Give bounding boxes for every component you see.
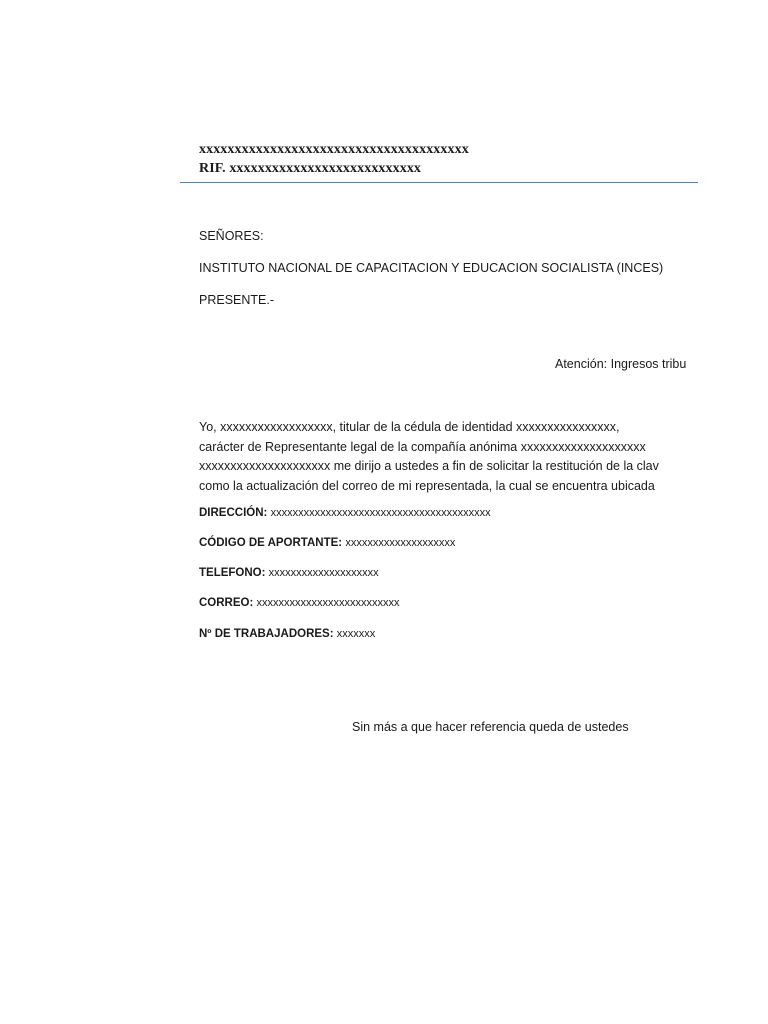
- field-trabajadores: [199, 628, 375, 640]
- field-codigo-aportante: [199, 537, 455, 549]
- field-correo: [199, 597, 400, 609]
- salutation: SEÑORES:: [199, 229, 264, 243]
- body-line: como la actualización del correo de mi representada, la cual se encuentra ubicada: [199, 478, 655, 493]
- field-value: xxxxxxxxxxxxxxxxxxxxxxxxxx: [256, 597, 400, 609]
- field-value: xxxxxxxxxxxxxxxxxxxx: [345, 537, 456, 549]
- body-line: Yo, xxxxxxxxxxxxxxxxxx, titular de la cédula de identidad xxxxxxxxxxxxxxxx,: [199, 420, 620, 434]
- field-telefono: [199, 567, 379, 579]
- attention-line: Atención: Ingresos tribu: [555, 357, 687, 371]
- company-rif: RIF. xxxxxxxxxxxxxxxxxxxxxxxxxxx: [199, 161, 422, 176]
- body-line: xxxxxxxxxxxxxxxxxxxxx me dirijo a ustedes a fin de solicitar la restitución de la clav: [199, 459, 659, 473]
- field-value: xxxxxxx: [336, 628, 376, 640]
- present-line: PRESENTE.-: [199, 293, 275, 307]
- letter-body: [199, 418, 698, 496]
- field-label: TELEFONO:: [199, 567, 266, 579]
- field-label: DIRECCIÓN:: [199, 507, 268, 519]
- body-line: carácter de Representante legal de la compañía anónima xxxxxxxxxxxxxxxxxxxx: [199, 439, 646, 454]
- field-label: CORREO:: [199, 597, 254, 609]
- closing-line: Sin más a que hacer referencia queda de ustedes: [352, 720, 629, 734]
- field-value: xxxxxxxxxxxxxxxxxxxxxxxxxxxxxxxxxxxxxxxx: [270, 507, 491, 519]
- field-direccion: [199, 507, 491, 519]
- company-name: xxxxxxxxxxxxxxxxxxxxxxxxxxxxxxxxxxxxxx: [199, 142, 469, 157]
- recipient-institute: INSTITUTO NACIONAL DE CAPACITACION Y EDUCACION SOCIALISTA (INCES): [199, 261, 664, 275]
- field-label: Nº DE TRABAJADORES:: [199, 628, 334, 640]
- field-label: CÓDIGO DE APORTANTE:: [199, 537, 343, 549]
- field-value: xxxxxxxxxxxxxxxxxxxx: [268, 567, 379, 579]
- header-divider: [180, 182, 698, 183]
